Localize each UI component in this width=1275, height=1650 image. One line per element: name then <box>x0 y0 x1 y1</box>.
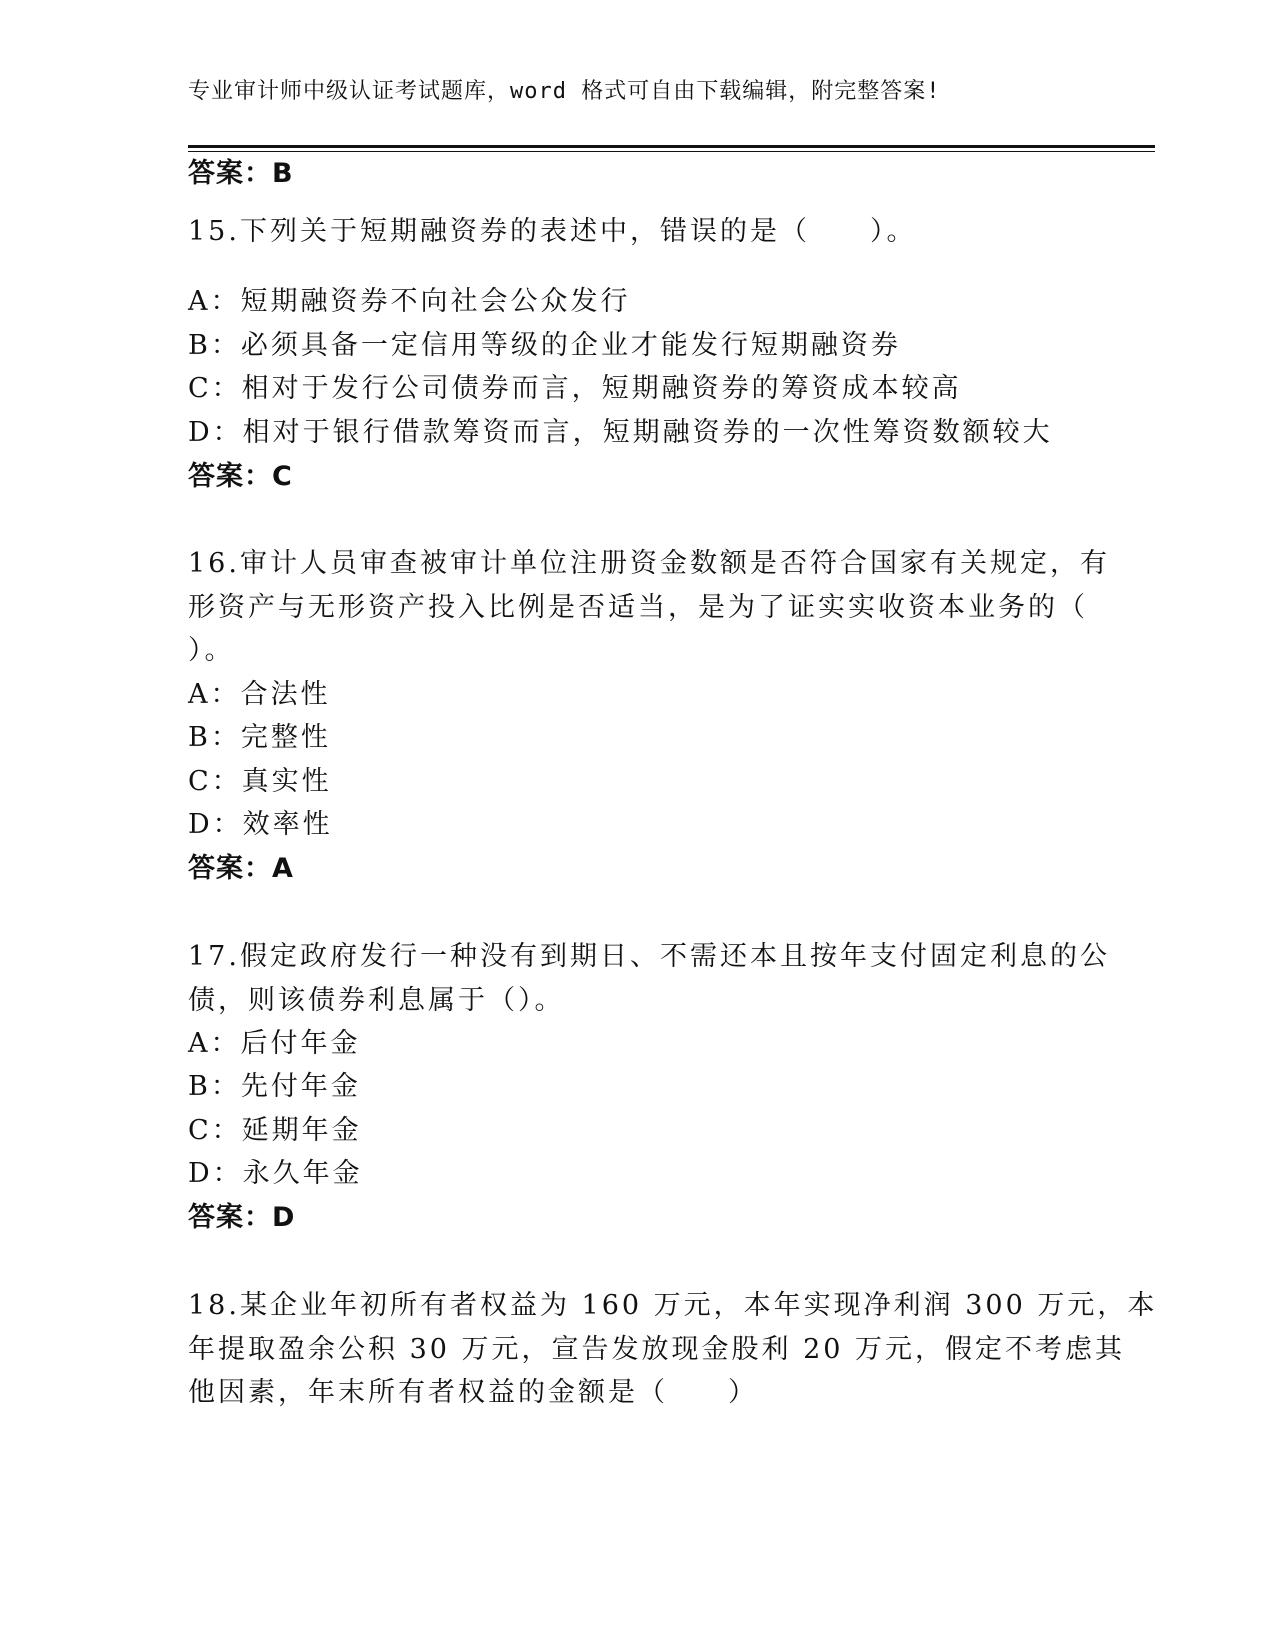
option-a: A：短期融资券不向社会公众发行 <box>188 286 631 317</box>
page-header: 专业审计师中级认证考试题库，word 格式可自由下载编辑，附完整答案! <box>188 79 941 104</box>
question-stem-line: 15.下列关于短期融资券的表述中，错误的是（ ）。 <box>188 216 917 247</box>
option-a: A：合法性 <box>188 679 331 710</box>
option-d: D：效率性 <box>188 809 333 840</box>
question-stem-line: 债，则该债券利息属于（）。 <box>188 985 565 1016</box>
option-d: D：相对于银行借款筹资而言，短期融资券的一次性筹资数额较大 <box>188 417 1053 448</box>
option-c: C：真实性 <box>188 766 332 797</box>
option-c: C：延期年金 <box>188 1115 362 1146</box>
option-c: C：相对于发行公司债券而言，短期融资券的筹资成本较高 <box>188 373 962 404</box>
question-stem-line: ）。 <box>188 635 235 666</box>
question-stem-line: 他因素，年末所有者权益的金额是（ ） <box>188 1377 758 1408</box>
question-stem-line: 16.审计人员审查被审计单位注册资金数额是否符合国家有关规定，有 <box>188 548 1110 579</box>
option-b: B：必须具备一定信用等级的企业才能发行短期融资券 <box>188 330 901 361</box>
option-b: B：先付年金 <box>188 1071 361 1102</box>
prev-answer: 答案：B <box>188 158 294 189</box>
question-stem-line: 形资产与无形资产投入比例是否适当，是为了证实实收资本业务的（ <box>188 592 1088 623</box>
option-d: D：永久年金 <box>188 1158 363 1189</box>
header-rule-thin <box>188 151 1155 152</box>
question-stem-line: 年提取盈余公积 30 万元，宣告发放现金股利 20 万元，假定不考虑其 <box>188 1334 1126 1365</box>
question-stem-line: 18.某企业年初所有者权益为 160 万元，本年实现净利润 300 万元，本 <box>188 1290 1158 1321</box>
answer: 答案：C <box>188 461 293 492</box>
header-rule-thick <box>188 145 1155 148</box>
option-a: A：后付年金 <box>188 1028 361 1059</box>
answer: 答案：D <box>188 1202 296 1233</box>
question-stem-line: 17.假定政府发行一种没有到期日、不需还本且按年支付固定利息的公 <box>188 941 1110 972</box>
option-b: B：完整性 <box>188 722 331 753</box>
answer: 答案：A <box>188 853 294 884</box>
